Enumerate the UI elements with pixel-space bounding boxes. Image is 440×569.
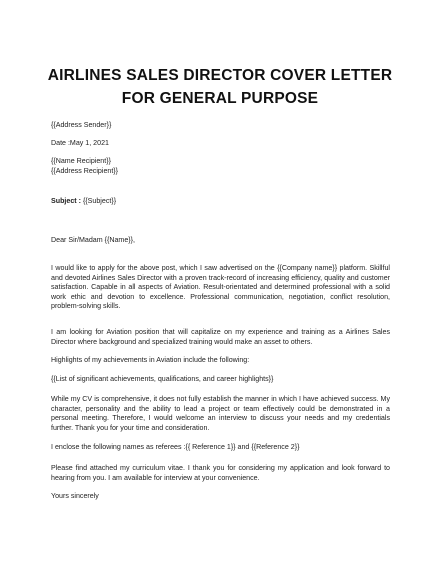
- document-title-line-1: AIRLINES SALES DIRECTOR COVER LETTER: [47, 67, 393, 84]
- letter-date: Date :May 1, 2021: [51, 139, 109, 147]
- paragraph-interview: While my CV is comprehensive, it does not fully establish the manner in which I have achieved success. My character, personality and the ability to lead a project or team effectively could be demonstrated in a personal meeting. Therefore, I would welcome an interview to discuss your needs and my credentials further. Thank you for your time and consideration.: [51, 395, 390, 432]
- paragraph-highlights-intro: Highlights of my achievements in Aviation include the following:: [51, 356, 250, 364]
- address-recipient: {{Address Recipient}}: [51, 167, 119, 175]
- paragraph-achievements-placeholder: {{List of significant achievements, qualifications, and career highlights}}: [51, 375, 274, 383]
- subject-label: Subject :: [51, 197, 81, 205]
- paragraph-objective: I am looking for Aviation position that will capitalize on my experience and training as a Airlines Sales Director where background and specialized training would make an asset to others.: [51, 328, 390, 346]
- salutation: Dear Sir/Madam {{Name}},: [51, 236, 135, 244]
- closing-signoff: Yours sincerely: [51, 492, 99, 500]
- subject-line: [51, 197, 116, 205]
- paragraph-closing-remarks: Please find attached my curriculum vitae. I thank you for considering my application and look forward to hearing from you. I am available for interview at your convenience.: [51, 464, 390, 482]
- address-sender: {{Address Sender}}: [51, 121, 112, 129]
- name-recipient: {{Name Recipient}}: [51, 157, 111, 165]
- subject-value: {{Subject}}: [80, 197, 117, 205]
- document-title-line-2: FOR GENERAL PURPOSE: [121, 90, 319, 107]
- paragraph-intro: I would like to apply for the above post, which I saw advertised on the {{Company name}} platform. Skillful and devoted Airlines Sales Director with a proven track-record of increasing efficiency, quality and customer satisfaction. Capable in all aspects of Aviation. Result-orientated and determined professional with a solid work ethic and devotion to excellence. Professional communication, negotiation, conflict resolution, problem-solving skills.: [51, 264, 390, 311]
- paragraph-referees: I enclose the following names as referees :{{ Reference 1}} and {{Reference 2}}: [51, 443, 300, 451]
